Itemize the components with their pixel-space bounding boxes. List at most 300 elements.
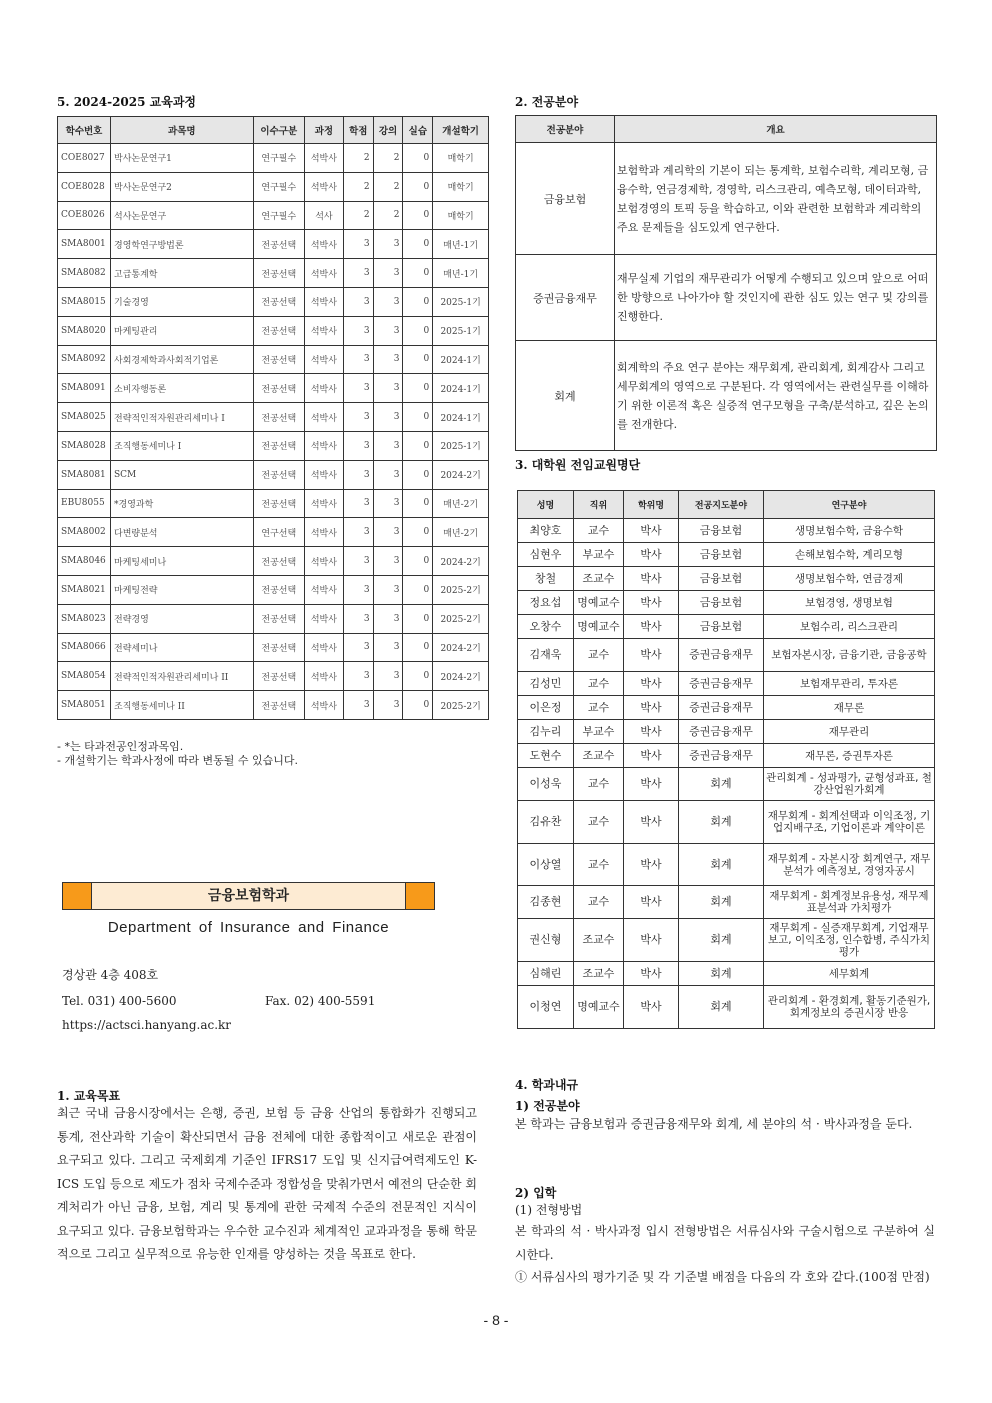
- curriculum-row: [58, 403, 489, 432]
- course-semester: 매학기: [433, 172, 489, 201]
- curriculum-row: [58, 431, 489, 460]
- faculty-row: [518, 519, 935, 543]
- faculty-position: 교수: [574, 801, 624, 844]
- course-type: 전공선택: [253, 604, 304, 633]
- course-name: 전략세미나: [111, 633, 254, 662]
- faculty-research: 세무회계: [764, 962, 935, 986]
- curriculum-note: - 개설학기는 학과사정에 따라 변동될 수 있습니다.: [57, 754, 298, 767]
- banner-decoration: [405, 883, 434, 909]
- faculty-degree: 박사: [624, 886, 679, 919]
- course-program: 석박사: [304, 547, 343, 576]
- faculty-position: 교수: [574, 886, 624, 919]
- course-program: 석박사: [304, 230, 343, 259]
- course-semester: 2024-1기: [433, 403, 489, 432]
- course-practice: 0: [403, 431, 433, 460]
- faculty-major: 회계: [679, 768, 764, 801]
- faculty-position: 교수: [574, 672, 624, 696]
- faculty-major: 금융보험: [679, 567, 764, 591]
- curriculum-row: [58, 144, 489, 173]
- course-credits: 3: [343, 547, 373, 576]
- course-code: SMA8025: [58, 403, 111, 432]
- department-banner: [62, 882, 435, 910]
- course-type: 전공선택: [253, 403, 304, 432]
- course-lecture: 3: [373, 489, 403, 518]
- faculty-name: 김종현: [518, 886, 574, 919]
- faculty-position: 명예교수: [574, 986, 624, 1029]
- faculty-major: 증권금융재무: [679, 696, 764, 720]
- faculty-header-cell: 직위: [574, 491, 624, 519]
- department-address: 경상관 4층 408호: [62, 968, 159, 982]
- regulations-sub2-title: 2) 입학: [515, 1186, 557, 1200]
- course-program: 석박사: [304, 575, 343, 604]
- course-credits: 3: [343, 691, 373, 720]
- course-code: SMA8021: [58, 575, 111, 604]
- regulations-sub1-title: 1) 전공분야: [515, 1099, 580, 1113]
- course-credits: 3: [343, 633, 373, 662]
- course-name: 마케팅전략: [111, 575, 254, 604]
- course-code: SMA8066: [58, 633, 111, 662]
- faculty-row: [518, 919, 935, 962]
- department-fax: Fax. 02) 400-5591: [265, 994, 376, 1008]
- course-program: 석박사: [304, 691, 343, 720]
- course-practice: 0: [403, 345, 433, 374]
- faculty-degree: 박사: [624, 543, 679, 567]
- faculty-research: 보험경영, 생명보험: [764, 591, 935, 615]
- course-practice: 0: [403, 259, 433, 288]
- curriculum-row: [58, 172, 489, 201]
- course-code: SMA8081: [58, 460, 111, 489]
- course-lecture: 3: [373, 259, 403, 288]
- course-practice: 0: [403, 287, 433, 316]
- course-lecture: 3: [373, 403, 403, 432]
- department-url[interactable]: https://actsci.hanyang.ac.kr: [62, 1018, 232, 1032]
- course-name: 고급통계학: [111, 259, 254, 288]
- goals-text: 최근 국내 금융시장에서는 은행, 증권, 보험 등 금융 산업의 통합화가 진행되고 통계, 전산과학 기술이 확산되면서 금융 전체에 대한 종합적이고 새로운 관점이 요구되고 있다. 그리고 국제회계 기준인 IFRS17 도입 및 신지급여력제도인 K-ICS 도입 등으로 제도가 점차 국제수준과 정합성을 맞춰가면서 예전의 단순한 회계처리가 아닌 금융, 보험, 계리 및 통계에 관한 국제적 수준의 전문적인 지식이 요구되고 있다. 금융보험학과는 우수한 교수진과 체계적인 교과과정을 통해 학문적으로 그리고 실무적으로 유능한 인재를 양성하는 것을 목표로 한다.: [57, 1106, 477, 1261]
- department-tel: Tel. 031) 400-5600: [62, 994, 177, 1008]
- course-practice: 0: [403, 518, 433, 547]
- course-code: SMA8028: [58, 431, 111, 460]
- faculty-major: 증권금융재무: [679, 672, 764, 696]
- faculty-degree: 박사: [624, 919, 679, 962]
- course-lecture: 2: [373, 201, 403, 230]
- faculty-position: 교수: [574, 639, 624, 672]
- course-program: 석박사: [304, 172, 343, 201]
- faculty-row: [518, 615, 935, 639]
- faculty-row: [518, 567, 935, 591]
- faculty-degree: 박사: [624, 672, 679, 696]
- faculty-research: 재무회계 - 실증재무회계, 기업재무보고, 이익조정, 인수합병, 주식가치평가: [764, 919, 935, 962]
- course-program: 석박사: [304, 518, 343, 547]
- faculty-degree: 박사: [624, 744, 679, 768]
- course-type: 전공선택: [253, 489, 304, 518]
- faculty-name: 도현수: [518, 744, 574, 768]
- department-name-en: Department of Insurance and Finance: [107, 919, 390, 936]
- curriculum-row: [58, 259, 489, 288]
- course-code: SMA8023: [58, 604, 111, 633]
- majors-header-row: [516, 116, 937, 143]
- course-credits: 3: [343, 316, 373, 345]
- faculty-name: 심현우: [518, 543, 574, 567]
- course-name: SCM: [111, 460, 254, 489]
- course-program: 석박사: [304, 259, 343, 288]
- course-name: 다변량분석: [111, 518, 254, 547]
- course-practice: 0: [403, 172, 433, 201]
- major-description: 회계학의 주요 연구 분야는 재무회계, 관리회계, 회계감사 그리고 세무회계의 영역으로 구분된다. 각 영역에서는 관련실무를 이해하기 위한 이론적 혹은 실증적 연구모형을 구축/분석하고, 깊은 논의를 전개한다.: [615, 341, 937, 451]
- curriculum-header-cell: 실습: [403, 117, 433, 144]
- course-program: 석사: [304, 201, 343, 230]
- faculty-name: 최양호: [518, 519, 574, 543]
- course-lecture: 3: [373, 547, 403, 576]
- course-program: 석박사: [304, 316, 343, 345]
- faculty-research: 관리회계 - 성과평가, 균형성과표, 철강산업원가회계: [764, 768, 935, 801]
- course-program: 석박사: [304, 287, 343, 316]
- course-type: 전공선택: [253, 691, 304, 720]
- course-lecture: 3: [373, 662, 403, 691]
- curriculum-header-cell: 과정: [304, 117, 343, 144]
- curriculum-row: [58, 460, 489, 489]
- course-name: *경영과학: [111, 489, 254, 518]
- course-code: SMA8092: [58, 345, 111, 374]
- faculty-major: 회계: [679, 962, 764, 986]
- curriculum-row: [58, 316, 489, 345]
- course-type: 전공선택: [253, 287, 304, 316]
- faculty-major: 증권금융재무: [679, 720, 764, 744]
- faculty-research: 관리회계 - 환경회계, 활동기준원가, 회계정보의 증권시장 반응: [764, 986, 935, 1029]
- course-program: 석박사: [304, 489, 343, 518]
- course-name: 박사논문연구2: [111, 172, 254, 201]
- course-practice: 0: [403, 374, 433, 403]
- faculty-degree: 박사: [624, 567, 679, 591]
- faculty-degree: 박사: [624, 591, 679, 615]
- course-semester: 2025-1기: [433, 431, 489, 460]
- faculty-position: 부교수: [574, 543, 624, 567]
- curriculum-header-cell: 학수번호: [58, 117, 111, 144]
- course-name: 경영학연구방법론: [111, 230, 254, 259]
- faculty-research: 재무관리: [764, 720, 935, 744]
- course-practice: 0: [403, 230, 433, 259]
- regulations-sub2-item: (1) 전형방법: [515, 1203, 583, 1217]
- course-type: 전공선택: [253, 230, 304, 259]
- course-semester: 2025-2기: [433, 604, 489, 633]
- faculty-degree: 박사: [624, 801, 679, 844]
- course-credits: 3: [343, 460, 373, 489]
- faculty-row: [518, 744, 935, 768]
- curriculum-row: [58, 518, 489, 547]
- faculty-header-row: [518, 491, 935, 519]
- faculty-name: 김성민: [518, 672, 574, 696]
- course-credits: 2: [343, 172, 373, 201]
- course-lecture: 3: [373, 316, 403, 345]
- course-credits: 3: [343, 662, 373, 691]
- curriculum-row: [58, 374, 489, 403]
- course-semester: 2024-2기: [433, 662, 489, 691]
- course-credits: 3: [343, 604, 373, 633]
- faculty-research: 재무론, 증권투자론: [764, 744, 935, 768]
- course-credits: 3: [343, 431, 373, 460]
- curriculum-row: [58, 489, 489, 518]
- faculty-row: [518, 696, 935, 720]
- majors-title: 2. 전공분야: [515, 95, 579, 109]
- course-lecture: 3: [373, 374, 403, 403]
- faculty-name: 심해린: [518, 962, 574, 986]
- majors-row: [516, 341, 937, 451]
- faculty-degree: 박사: [624, 696, 679, 720]
- course-code: SMA8002: [58, 518, 111, 547]
- faculty-major: 금융보험: [679, 519, 764, 543]
- faculty-position: 교수: [574, 519, 624, 543]
- curriculum-row: [58, 345, 489, 374]
- faculty-name: 권신형: [518, 919, 574, 962]
- course-name: 마케팅관리: [111, 316, 254, 345]
- faculty-degree: 박사: [624, 519, 679, 543]
- faculty-name: 이상열: [518, 844, 574, 886]
- course-program: 석박사: [304, 460, 343, 489]
- course-credits: 3: [343, 575, 373, 604]
- faculty-research: 생명보험수학, 연금경제: [764, 567, 935, 591]
- faculty-name: 김재욱: [518, 639, 574, 672]
- regulations-sub2-text2: ① 서류심사의 평가기준 및 각 기준별 배점을 다음의 각 호와 같다.(100점 만점): [515, 1270, 930, 1284]
- faculty-position: 교수: [574, 696, 624, 720]
- curriculum-header-row: [58, 117, 489, 144]
- course-program: 석박사: [304, 403, 343, 432]
- faculty-row: [518, 801, 935, 844]
- course-lecture: 3: [373, 575, 403, 604]
- majors-row: [516, 143, 937, 255]
- course-name: 전략적인적자원관리세미나 I: [111, 403, 254, 432]
- course-lecture: 3: [373, 345, 403, 374]
- course-semester: 매년-2기: [433, 489, 489, 518]
- course-credits: 3: [343, 518, 373, 547]
- curriculum-header-cell: 개설학기: [433, 117, 489, 144]
- curriculum-row: [58, 547, 489, 576]
- course-semester: 2024-2기: [433, 633, 489, 662]
- faculty-header-cell: 성명: [518, 491, 574, 519]
- course-name: 박사논문연구1: [111, 144, 254, 173]
- course-name: 마케팅세미나: [111, 547, 254, 576]
- faculty-position: 조교수: [574, 744, 624, 768]
- faculty-row: [518, 639, 935, 672]
- course-code: SMA8046: [58, 547, 111, 576]
- course-type: 전공선택: [253, 345, 304, 374]
- faculty-position: 명예교수: [574, 615, 624, 639]
- course-practice: 0: [403, 691, 433, 720]
- course-practice: 0: [403, 547, 433, 576]
- faculty-degree: 박사: [624, 844, 679, 886]
- course-type: 전공선택: [253, 575, 304, 604]
- course-type: 전공선택: [253, 547, 304, 576]
- course-credits: 3: [343, 403, 373, 432]
- course-code: EBU8055: [58, 489, 111, 518]
- course-program: 석박사: [304, 144, 343, 173]
- regulations-title: 4. 학과내규: [515, 1078, 579, 1092]
- course-code: SMA8001: [58, 230, 111, 259]
- course-type: 전공선택: [253, 662, 304, 691]
- course-practice: 0: [403, 460, 433, 489]
- course-type: 전공선택: [253, 316, 304, 345]
- course-semester: 매년-1기: [433, 230, 489, 259]
- faculty-degree: 박사: [624, 639, 679, 672]
- course-credits: 3: [343, 489, 373, 518]
- course-practice: 0: [403, 604, 433, 633]
- course-practice: 0: [403, 316, 433, 345]
- curriculum-table: [57, 116, 489, 720]
- faculty-name: 정요섭: [518, 591, 574, 615]
- curriculum-row: [58, 575, 489, 604]
- faculty-header-cell: 연구분야: [764, 491, 935, 519]
- department-name-ko: 금융보험학과: [207, 888, 290, 904]
- faculty-name: 이청연: [518, 986, 574, 1029]
- faculty-major: 증권금융재무: [679, 639, 764, 672]
- course-lecture: 3: [373, 431, 403, 460]
- course-code: COE8026: [58, 201, 111, 230]
- major-name: 회계: [516, 341, 615, 451]
- faculty-major: 금융보험: [679, 615, 764, 639]
- course-lecture: 3: [373, 604, 403, 633]
- course-name: 사회경제학과사회적기업론: [111, 345, 254, 374]
- course-name: 소비자행동론: [111, 374, 254, 403]
- faculty-position: 조교수: [574, 919, 624, 962]
- page-number: - 8 -: [483, 1312, 509, 1328]
- curriculum-title: 5. 2024-2025 교육과정: [57, 95, 197, 109]
- course-credits: 3: [343, 345, 373, 374]
- faculty-research: 손해보험수학, 계리모형: [764, 543, 935, 567]
- faculty-row: [518, 844, 935, 886]
- course-practice: 0: [403, 633, 433, 662]
- course-code: SMA8082: [58, 259, 111, 288]
- faculty-name: 김누리: [518, 720, 574, 744]
- faculty-name: 창철: [518, 567, 574, 591]
- course-lecture: 2: [373, 172, 403, 201]
- course-semester: 2024-1기: [433, 345, 489, 374]
- faculty-row: [518, 986, 935, 1029]
- course-type: 전공선택: [253, 431, 304, 460]
- curriculum-row: [58, 691, 489, 720]
- faculty-research: 보험재무관리, 투자론: [764, 672, 935, 696]
- majors-header-cell: 전공분야: [516, 116, 615, 143]
- faculty-title: 3. 대학원 전임교원명단: [515, 458, 641, 472]
- course-program: 석박사: [304, 662, 343, 691]
- faculty-row: [518, 543, 935, 567]
- curriculum-header-cell: 학점: [343, 117, 373, 144]
- course-semester: 2024-1기: [433, 374, 489, 403]
- major-name: 증권금융재무: [516, 255, 615, 341]
- course-practice: 0: [403, 201, 433, 230]
- course-lecture: 3: [373, 287, 403, 316]
- banner-decoration: [63, 883, 92, 909]
- course-semester: 2025-2기: [433, 575, 489, 604]
- faculty-table: [517, 490, 935, 1029]
- faculty-header-cell: 전공지도분야: [679, 491, 764, 519]
- course-type: 전공선택: [253, 259, 304, 288]
- course-code: SMA8020: [58, 316, 111, 345]
- faculty-major: 금융보험: [679, 543, 764, 567]
- course-code: COE8027: [58, 144, 111, 173]
- course-lecture: 3: [373, 633, 403, 662]
- course-credits: 3: [343, 374, 373, 403]
- faculty-degree: 박사: [624, 615, 679, 639]
- course-credits: 3: [343, 230, 373, 259]
- faculty-row: [518, 672, 935, 696]
- faculty-row: [518, 962, 935, 986]
- majors-table: [515, 115, 937, 451]
- majors-row: [516, 255, 937, 341]
- curriculum-row: [58, 287, 489, 316]
- course-lecture: 3: [373, 230, 403, 259]
- course-program: 석박사: [304, 345, 343, 374]
- faculty-major: 회계: [679, 844, 764, 886]
- faculty-degree: 박사: [624, 768, 679, 801]
- faculty-position: 명예교수: [574, 591, 624, 615]
- course-name: 전략경영: [111, 604, 254, 633]
- course-type: 연구필수: [253, 144, 304, 173]
- faculty-research: 보험수리, 리스크관리: [764, 615, 935, 639]
- course-practice: 0: [403, 403, 433, 432]
- faculty-name: 김유찬: [518, 801, 574, 844]
- faculty-position: 부교수: [574, 720, 624, 744]
- course-lecture: 3: [373, 518, 403, 547]
- faculty-position: 교수: [574, 844, 624, 886]
- curriculum-note: - *는 타과전공인정과목임.: [57, 740, 184, 753]
- faculty-major: 회계: [679, 886, 764, 919]
- faculty-research: 재무회계 - 회계선택과 이익조정, 기업지배구조, 기업이론과 계약이론: [764, 801, 935, 844]
- curriculum-row: [58, 201, 489, 230]
- faculty-degree: 박사: [624, 986, 679, 1029]
- curriculum-row: [58, 604, 489, 633]
- course-name: 석사논문연구: [111, 201, 254, 230]
- course-practice: 0: [403, 575, 433, 604]
- faculty-row: [518, 720, 935, 744]
- course-type: 연구선택: [253, 518, 304, 547]
- curriculum-header-cell: 과목명: [111, 117, 254, 144]
- majors-header-cell: 개요: [615, 116, 937, 143]
- course-name: 조직행동세미나 II: [111, 691, 254, 720]
- faculty-major: 증권금융재무: [679, 744, 764, 768]
- course-program: 석박사: [304, 431, 343, 460]
- course-credits: 2: [343, 201, 373, 230]
- faculty-row: [518, 886, 935, 919]
- course-semester: 매학기: [433, 201, 489, 230]
- course-credits: 2: [343, 144, 373, 173]
- course-code: SMA8091: [58, 374, 111, 403]
- faculty-position: 조교수: [574, 567, 624, 591]
- course-semester: 2025-2기: [433, 691, 489, 720]
- course-practice: 0: [403, 489, 433, 518]
- course-practice: 0: [403, 662, 433, 691]
- course-type: 전공선택: [253, 460, 304, 489]
- curriculum-row: [58, 633, 489, 662]
- faculty-name: 오창수: [518, 615, 574, 639]
- curriculum-header-cell: 강의: [373, 117, 403, 144]
- course-code: SMA8051: [58, 691, 111, 720]
- faculty-position: 교수: [574, 768, 624, 801]
- goals-title: 1. 교육목표: [57, 1089, 121, 1103]
- course-type: 연구필수: [253, 201, 304, 230]
- course-type: 전공선택: [253, 374, 304, 403]
- course-credits: 3: [343, 259, 373, 288]
- course-lecture: 3: [373, 460, 403, 489]
- faculty-research: 재무회계 - 회계정보유용성, 재무제표분석과 가치평가: [764, 886, 935, 919]
- faculty-header-cell: 학위명: [624, 491, 679, 519]
- course-semester: 2025-1기: [433, 316, 489, 345]
- course-semester: 2024-2기: [433, 460, 489, 489]
- major-description: 재무실제 기업의 재무관리가 어떻게 수행되고 있으며 앞으로 어떠한 방향으로 나아가야 할 것인지에 관한 심도 있는 연구 및 강의를 진행한다.: [615, 255, 937, 341]
- faculty-research: 재무론: [764, 696, 935, 720]
- course-semester: 2025-1기: [433, 287, 489, 316]
- course-code: SMA8015: [58, 287, 111, 316]
- faculty-major: 회계: [679, 919, 764, 962]
- curriculum-row: [58, 662, 489, 691]
- regulations-sub2-text: 본 학과의 석 · 박사과정 입시 전형방법은 서류심사와 구술시험으로 구분하여 실시한다.: [515, 1224, 935, 1262]
